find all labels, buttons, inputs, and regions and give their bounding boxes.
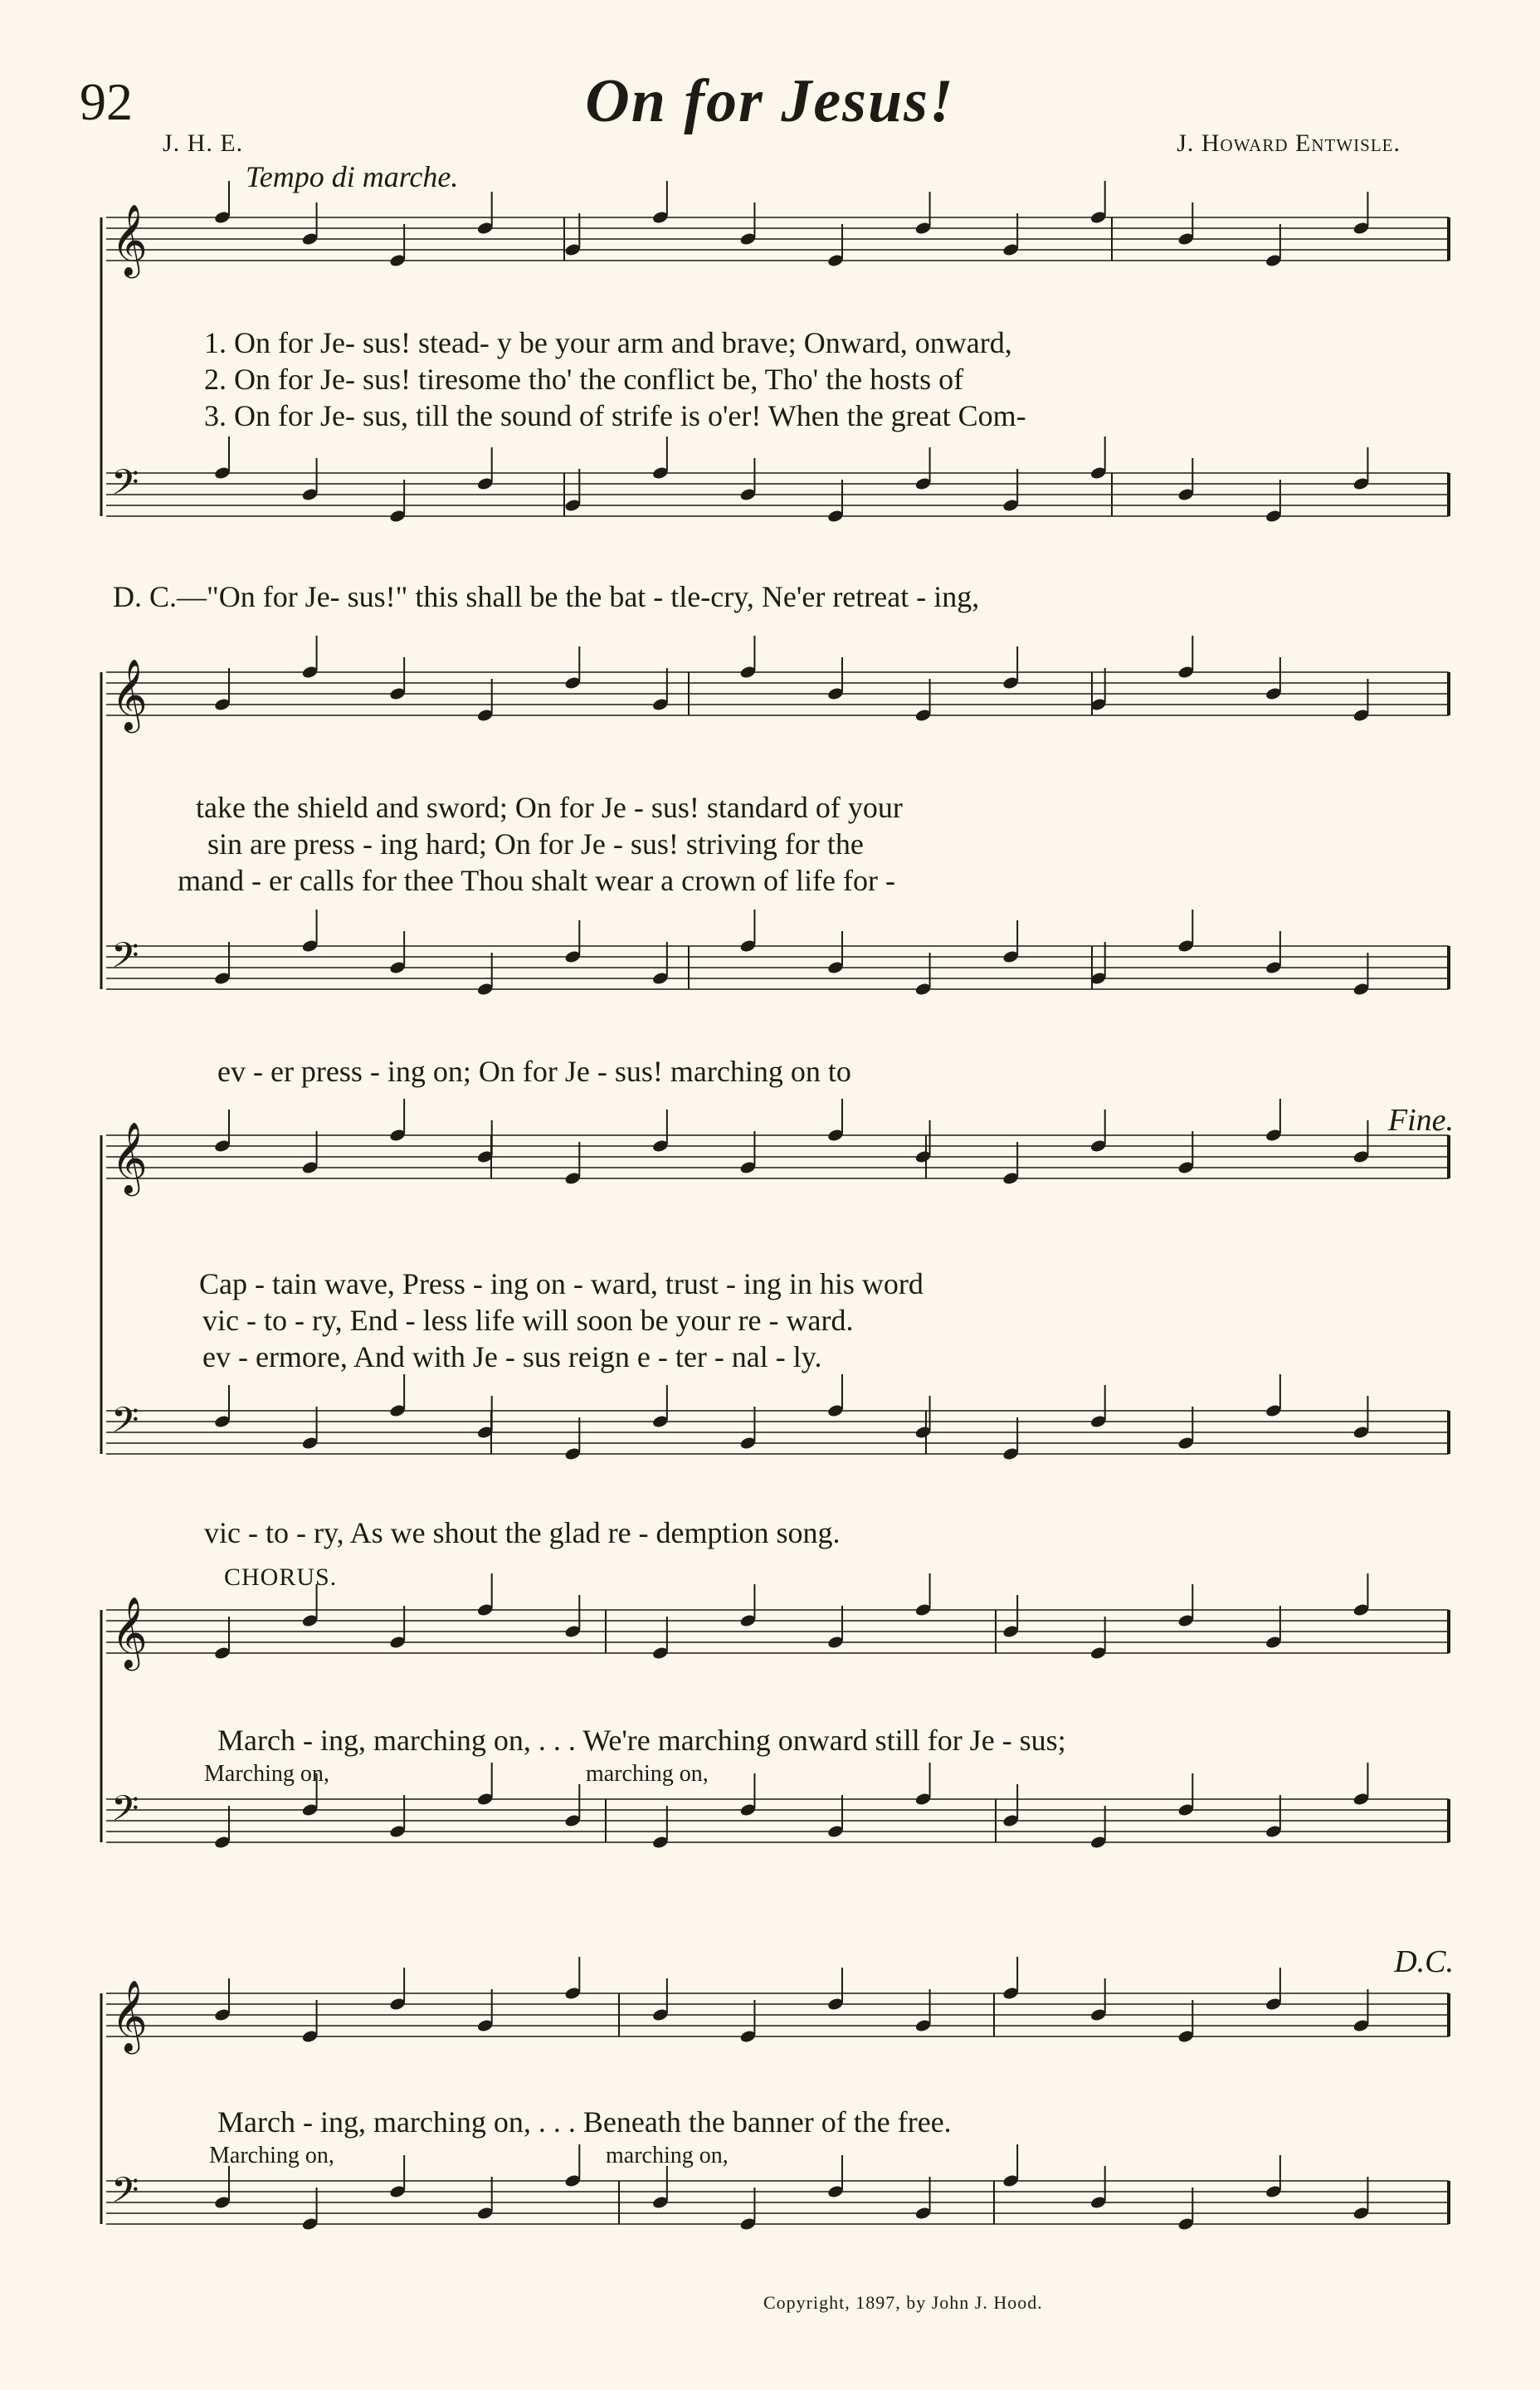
- bass-cue-chorus1-b: marching on,: [586, 1761, 709, 1787]
- lyric-chorus1: March - ing, marching on, . . . We're marching onward still for Je - sus;: [217, 1724, 1066, 1757]
- lyric-chorus2: March - ing, marching on, . . . Beneath the banner of the free.: [217, 2105, 952, 2139]
- treble-clef-icon: 𝄞: [111, 1597, 148, 1668]
- bass-clef-icon: 𝄢: [111, 462, 139, 512]
- treble-clef-icon: 𝄞: [111, 659, 148, 730]
- lyric-system1-refrain: D. C.—"On for Je- sus!" this shall be the bat - tle-cry, Ne'er retreat - ing,: [113, 580, 980, 613]
- lyric-system3-refrain: vic - to - ry, As we shout the glad re - demption song.: [204, 1516, 841, 1549]
- chorus-label: CHORUS.: [224, 1563, 338, 1591]
- lyric-system2-verse2: sin are press - ing hard; On for Je - sus! striving for the: [207, 827, 864, 861]
- bass-clef-icon: 𝄢: [111, 1788, 139, 1838]
- lyric-system2-refrain: ev - er press - ing on; On for Je - sus! marching on to: [217, 1055, 851, 1088]
- lyric-system1-verse3: 3. On for Je- sus, till the sound of strife is o'er! When the great Com-: [204, 399, 1026, 432]
- words-credit: J. H. E.: [163, 129, 244, 157]
- treble-clef-icon: 𝄞: [111, 1980, 148, 2051]
- hymn-title: On for Jesus!: [585, 67, 955, 135]
- page-number: 92: [80, 72, 133, 131]
- treble-clef-icon: 𝄞: [111, 1122, 148, 1193]
- music-credit: J. Howard Entwisle.: [1177, 129, 1401, 157]
- bass-clef-icon: 𝄢: [111, 1400, 139, 1450]
- lyric-system2-verse3: mand - er calls for thee Thou shalt wear a crown of life for -: [178, 864, 895, 897]
- bass-cue-chorus2-b: marching on,: [606, 2143, 729, 2168]
- bass-clef-icon: 𝄢: [111, 2170, 139, 2220]
- lyric-system1-verse2: 2. On for Je- sus! tiresome tho' the conflict be, Tho' the hosts of: [204, 363, 964, 396]
- bass-cue-chorus1-a: Marching on,: [204, 1761, 329, 1787]
- lyric-system3-verse3: ev - ermore, And with Je - sus reign e - ter - nal - ly.: [202, 1340, 822, 1373]
- bass-cue-chorus2-a: Marching on,: [209, 2143, 334, 2168]
- bass-clef-icon: 𝄢: [111, 935, 139, 985]
- lyric-system3-verse2: vic - to - ry, End - less life will soon be your re - ward.: [202, 1304, 854, 1337]
- lyric-system3-verse1: Cap - tain wave, Press - ing on - ward, trust - ing in his word: [199, 1267, 924, 1300]
- treble-clef-icon: 𝄞: [111, 204, 148, 276]
- lyric-system2-verse1: take the shield and sword; On for Je - sus! standard of your: [196, 791, 903, 824]
- fine-marking: Fine.: [1387, 1103, 1454, 1138]
- dc-marking: D.C.: [1394, 1944, 1454, 1979]
- lyric-system1-verse1: 1. On for Je- sus! stead- y be your arm and brave; Onward, onward,: [204, 326, 1012, 359]
- tempo-marking: Tempo di marche.: [246, 160, 459, 193]
- copyright-notice: Copyright, 1897, by John J. Hood.: [763, 2292, 1043, 2313]
